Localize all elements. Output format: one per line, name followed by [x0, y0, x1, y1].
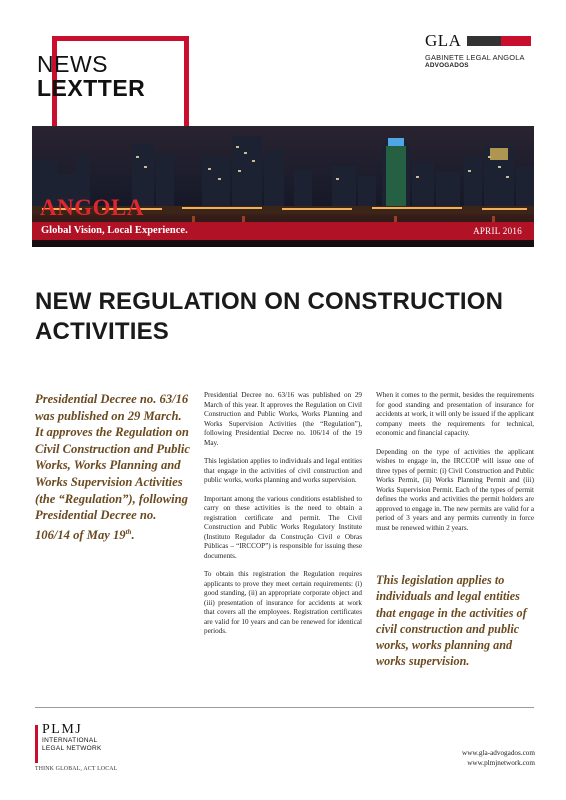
gla-logo — [425, 32, 535, 69]
newsletter-title-line1: NEWS — [37, 51, 108, 77]
gla-logo-bar-red — [501, 36, 531, 46]
gla-logo-mark: GLA — [425, 31, 462, 50]
plmj-logo-bar — [35, 725, 38, 763]
plmj-motto: THINK GLOBAL, ACT LOCAL — [35, 766, 118, 772]
gla-firm-sub: ADVOGADOS — [425, 62, 469, 69]
article-column-3 — [376, 391, 534, 542]
masthead-frame-right — [184, 36, 189, 126]
article-lead — [35, 391, 190, 544]
article-lead-text: Presidential Decree no. 63/16 was published on 29 March. It approves the Regulation on Civil Construction and Public Works, Works Planning and Works Supervision Activities (the “Regulation”), following Presidential Decree no. 106/14 of May 19 — [35, 392, 191, 542]
article-lead-end: . — [131, 527, 135, 542]
issue-date: APRIL 2016 — [473, 226, 522, 236]
article-paragraph: When it comes to the permit, besides the requirements for good standing and presentation of insurance for accidents at work, it will only be issued if the applicant company meets the requirements for technical, economic and financial capacity. — [376, 391, 534, 437]
footer-divider — [35, 707, 534, 708]
gla-firm-name: GABINETE LEGAL ANGOLA — [425, 53, 525, 62]
article-paragraph: Important among the various conditions established to carry on these activities is the need to obtain a registration certificate and permit. The Civil Construction and Public Works Regulatory Institute (Instituto Regulador da Construção Civil e Obras Públicas – “IRCCOP”) is responsible for issuing these documents. — [204, 494, 362, 560]
banner-country: ANGOLA — [40, 195, 144, 220]
article-pullquote: This legislation applies to individuals and legal entities that engage in the activities of civil construction and public works, works planning and works supervision. — [376, 573, 527, 669]
article-lead-sup: th — [125, 527, 132, 536]
article-headline: NEW REGULATION ON CONSTRUCTION ACTIVITIES — [35, 288, 504, 345]
footer-websites — [462, 748, 535, 768]
masthead-frame-top — [52, 36, 189, 41]
plmj-name: PLMJ — [42, 722, 83, 737]
plmj-logo — [35, 722, 117, 772]
website-link-plmj[interactable]: www.plmjnetwork.com — [467, 759, 535, 767]
city-banner — [32, 126, 534, 247]
article-paragraph: This legislation applies to individuals and legal entities that engage in the activities of civil construction and public works, works planning and works supervision. — [204, 457, 362, 484]
article-paragraph: Depending on the type of activities the applicant wishes to engage in, the IRCCOP will issue one of three types of permit: (i) Civil Construction and Public Works Permit, (ii) Works Planning Permit and (iii) Works Supervision Permit. Each of the types of permit defines the works and activities the permit holders are approved to engage in. The new permits are valid for a period of 3 years and any permits currently in force must be renewed within 2 years. — [376, 447, 534, 532]
article-paragraph: To obtain this registration the Regulation requires applicants to prove they meet certain requirements: (i) good standing, (ii) an appropriate corporate object and (iii) presentation of insurance for accidents at work that covers all the employees. Registration certificates are valid for 10 years and can be renewed for identical periods. — [204, 570, 362, 635]
gla-logo-bar-dark — [467, 36, 501, 46]
newsletter-title-line2: LEXTTER — [37, 75, 146, 101]
article-column-2 — [204, 391, 362, 646]
article-paragraph: Presidential Decree no. 63/16 was published on 29 March of this year. It approves the Regulation on Civil Construction and Public Works, Works Planning and Works Supervision Activities (the “Regulation”), following Presidential Decree no. 106/14 of the 19 May. — [204, 391, 362, 447]
website-link-gla[interactable]: www.gla-advogados.com — [462, 749, 535, 757]
plmj-network-line2: LEGAL NETWORK — [42, 745, 102, 752]
newsletter-title — [37, 52, 145, 100]
banner-tagline: Global Vision, Local Experience. — [41, 225, 188, 236]
plmj-network-line1: INTERNATIONAL — [42, 737, 98, 744]
